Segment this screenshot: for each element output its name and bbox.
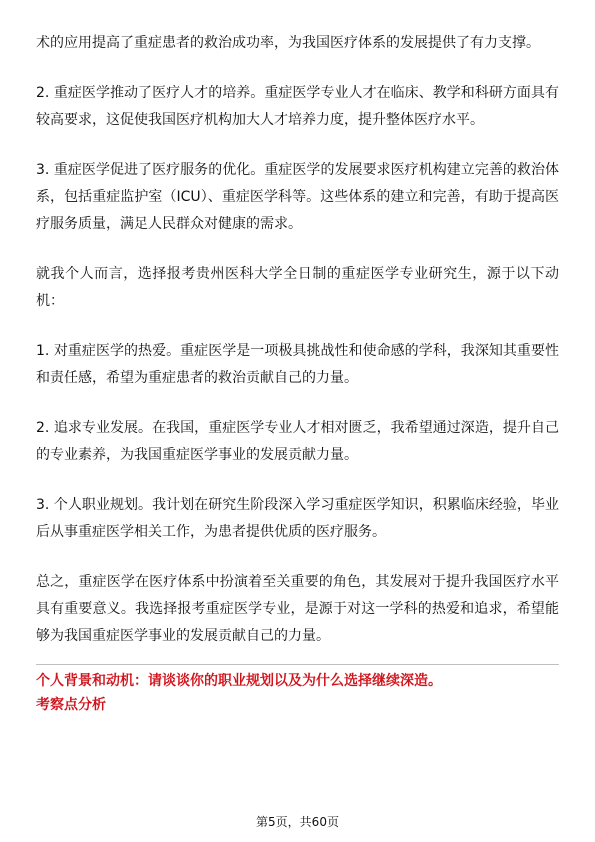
paragraph-conclusion: 总之，重症医学在医疗体系中扮演着至关重要的角色，其发展对于提升我国医疗水平具有重要意义。我选择报考重症医学专业，是源于对这一学科的热爱和追求，希望能够为我国重症医学事业的发展贡献自己的力量。 bbox=[36, 574, 559, 644]
paragraph-personal-intro: 就我个人而言，选择报考贵州医科大学全日制的重症医学专业研究生，源于以下动机： bbox=[36, 266, 559, 309]
question-heading: 个人背景和动机：请谈谈你的职业规划以及为什么选择继续深造。 bbox=[36, 673, 442, 689]
section-divider bbox=[36, 664, 559, 665]
document-body bbox=[36, 30, 559, 717]
paragraph-point-service: 3. 重症医学促进了医疗服务的优化。重症医学的发展要求医疗机构建立完善的救治体系，包括重症监护室（ICU）、重症医学科等。这些体系的建立和完善，有助于提高医疗服务质量，满足人民群众对健康的需求。 bbox=[36, 162, 559, 232]
paragraph-point-talent: 2. 重症医学推动了医疗人才的培养。重症医学专业人才在临床、教学和科研方面具有较高要求，这促使我国医疗机构加大人才培养力度，提升整体医疗水平。 bbox=[36, 85, 559, 128]
analysis-heading: 考察点分析 bbox=[36, 697, 106, 713]
page-number: 第5页，共60页 bbox=[256, 815, 339, 829]
paragraph-motive-development: 2. 追求专业发展。在我国，重症医学专业人才相对匮乏，我希望通过深造，提升自己的专业素养，为我国重症医学事业的发展贡献力量。 bbox=[36, 420, 559, 463]
paragraph-motive-career: 3. 个人职业规划。我计划在研究生阶段深入学习重症医学知识，积累临床经验，毕业后从事重症医学相关工作，为患者提供优质的医疗服务。 bbox=[36, 497, 559, 540]
paragraph-continuation: 术的应用提高了重症患者的救治成功率，为我国医疗体系的发展提供了有力支撑。 bbox=[36, 35, 540, 51]
paragraph-motive-love: 1. 对重症医学的热爱。重症医学是一项极具挑战性和使命感的学科，我深知其重要性和责任感，希望为重症患者的救治贡献自己的力量。 bbox=[36, 343, 559, 386]
